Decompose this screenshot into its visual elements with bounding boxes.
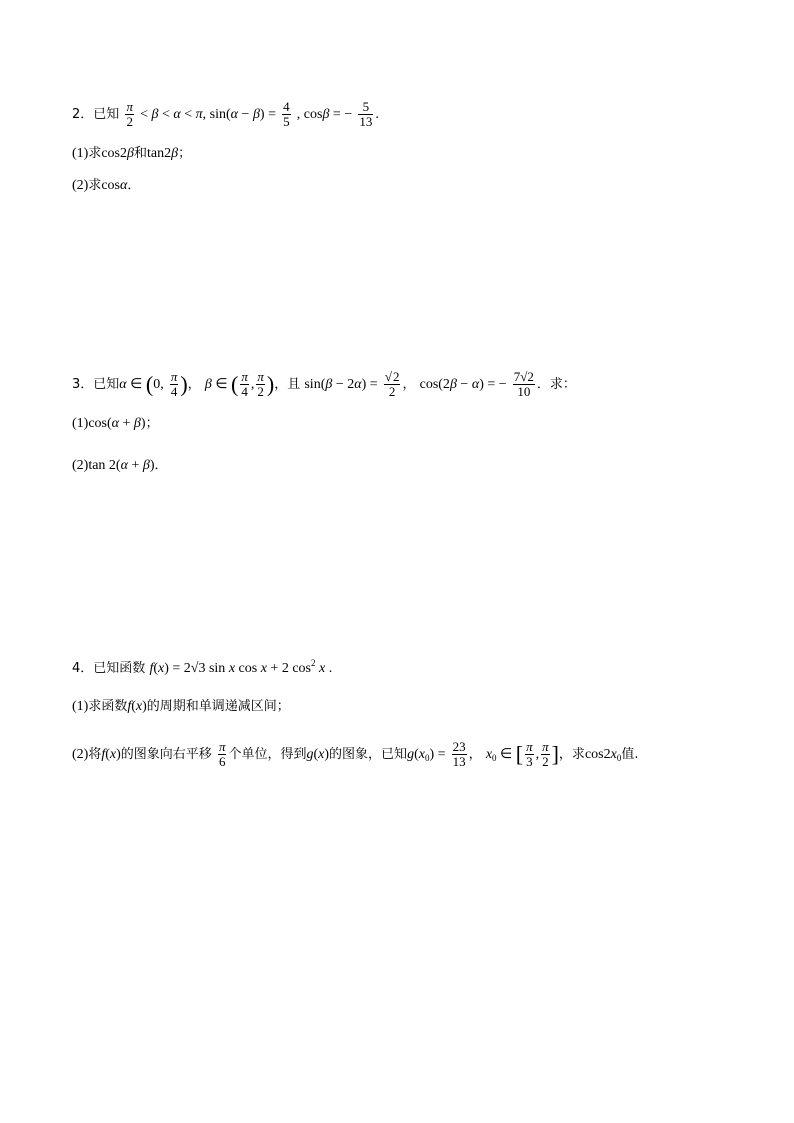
problem-4-part-1: (1)求函数f(x)的周期和单调递减区间； <box>72 699 290 714</box>
problem-4-part-2: (2)将f(x)的图象向右平移 $\frac{\pi}{6}$ 个单位，得到g(x)的图象，已知$g(x_0)$ = $\frac{23}{13}$ ， $x_0$ ∈ [ $\frac{\pi}{3}$ , $\frac{\pi}{2}$ ]，求$\cos 2x_0$值. <box>72 739 639 769</box>
problem-number: 2． <box>72 107 94 122</box>
fraction: $\frac{\pi}{2}$ <box>542 739 549 769</box>
fraction: $\frac{4}{5}$ <box>283 99 290 129</box>
problem-2-stem: 2．已知 $\frac{\pi}{2}$ < β < α < π, sin(α − β) = $\frac{4}{5}$ , cosβ = − $\frac{5}{13}$ . <box>72 99 379 129</box>
problem-3-stem: 3．已知α ∈ (0, $\frac{\pi}{4}$ )， β ∈ ( $\frac{\pi}{4}$ , $\frac{\pi}{2}$ )，且 sin(β − 2α) = $\frac{√2}{2}$ ， cos(2β − α) = − $\frac{7√2}{10}$ ．求： <box>72 369 576 399</box>
fraction: $\frac{5}{13}$ <box>359 99 373 129</box>
problem-2-part-1: (1)求cos2β和tan2β； <box>72 146 192 161</box>
problem-number: 4． <box>72 661 94 676</box>
fraction: $\frac{√2}{2}$ <box>384 369 400 399</box>
problem-number: 3． <box>72 377 94 392</box>
fraction: $\frac{\pi}{4}$ <box>241 369 248 399</box>
fraction: $\frac{7√2}{10}$ <box>513 369 534 399</box>
fraction: $\frac{23}{13}$ <box>452 739 466 769</box>
fraction: $\frac{\pi}{4}$ <box>170 369 178 399</box>
problem-4-stem: 4．已知函数 f(x) = 2√3 sin x cos x + 2 $\cos^2 x$ . <box>72 658 333 676</box>
fraction: $\frac{\pi}{6}$ <box>218 739 226 769</box>
problem-3-part-1: (1)cos(α + β)； <box>72 416 159 431</box>
fraction: $\frac{\pi}{2}$ <box>126 99 133 129</box>
fraction: $\frac{\pi}{2}$ <box>257 369 264 399</box>
problem-2-part-2: (2)求cosα． <box>72 178 141 193</box>
fraction: $\frac{\pi}{3}$ <box>526 739 533 769</box>
problem-3-part-2: (2)tan 2(α + β)． <box>72 458 168 473</box>
